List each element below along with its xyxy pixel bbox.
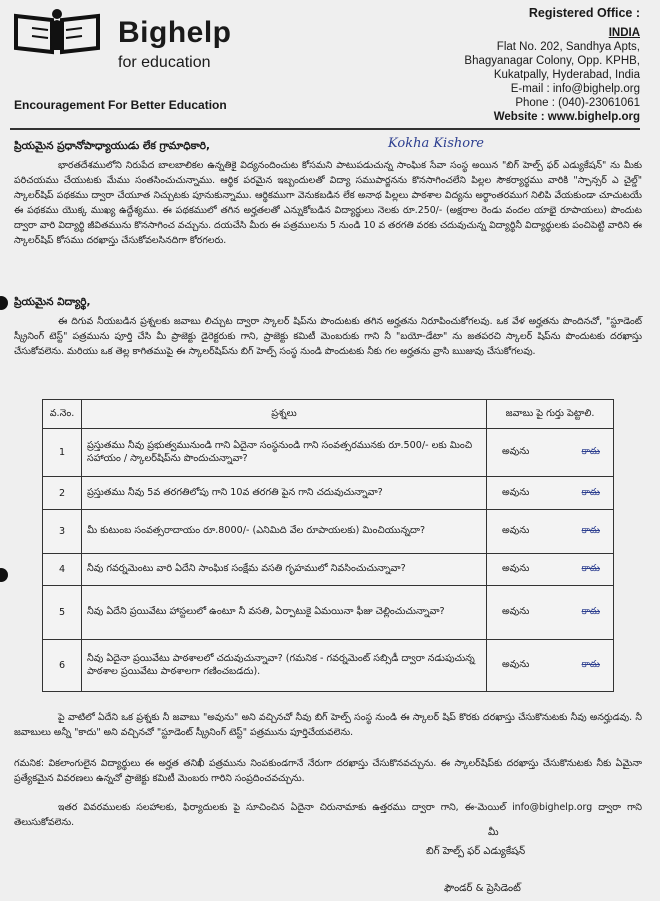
table-row: [43, 477, 614, 510]
no-option[interactable]: కాదు: [581, 446, 600, 457]
row-question: నీవు ఏదైనా ప్రయివేటు పాఠశాలలో చదువుచున్నావా? (గమనిక - గవర్నమెంట్ సబ్సిడీ ద్వారా నడుపుచున్న పాఠశాల ప్రయివేటు పాఠశాలగా గణించబడదు).: [82, 640, 487, 692]
answer-cell: [487, 554, 614, 586]
row-number: 3: [43, 510, 82, 554]
office-email: E-mail : info@bighelp.org: [510, 83, 640, 95]
row-question: ప్రస్తుతము నీవు 5వ తరగతిలోపు గాని 10వ తరగతి పైన గాని చదువుచున్నావా?: [82, 477, 487, 510]
answer-cell: [487, 640, 614, 692]
col-header-question: ప్రశ్నలు: [82, 400, 487, 429]
hole-punch-mark: [0, 296, 8, 310]
row-question: ప్రస్తుతము నీవు ప్రభుత్వమునుండి గాని ఏదైనా సంస్థనుండి గాని సంవత్సరమునకు రూ.500/- లకు మించి సహాయం / స్కాలర్‌షిప్‌ను పొందుచున్నావా?: [82, 429, 487, 477]
row-question: నీవు ఏదేని ప్రయివేటు హాస్టలులో ఉంటూ నీ వసతి, ఏర్పాటుకై ఏమయినా ఫీజు చెల్లించుచున్నావా?: [82, 586, 487, 640]
row-question: మీ కుటుంబ సంవత్సరాదాయం రూ.8000/- (ఎనిమిది వేల రూపాయలకు) మించియున్నదా?: [82, 510, 487, 554]
table-row: [43, 510, 614, 554]
closing-org-name: బిగ్ హెల్ప్ ఫర్ ఎడ్యుకేషన్: [426, 846, 526, 857]
answer-cell: [487, 477, 614, 510]
yes-option[interactable]: అవును: [502, 446, 530, 457]
office-title: Registered Office :: [528, 6, 640, 20]
eligibility-result-paragraph: [14, 710, 642, 740]
greeting-headmaster: ప్రియమైన ప్రధానోపాధ్యాయుడు లేక గ్రామాధికారి,: [14, 140, 211, 152]
address-line: Flat No. 202, Sandhya Apts,: [496, 41, 640, 53]
student-paragraph: [14, 314, 642, 359]
greeting-student: ప్రియమైన విద్యార్థి,: [14, 296, 91, 308]
student-text: ఈ దిగువ నీయబడిన ప్రశ్నలకు జవాబు లిచ్చుట ద్వారా స్కాలర్ షిప్‌ను పొందుటకు తగిన అర్హతను నిరూపించుకోగలవు. ఒక వేళ అర్హతను పొందినచో, "స్టూడెంట్ స్క్రీనింగ్ టెస్ట్" పత్రమును పూర్తి చేసి మీ ప్రాజెక్టు డైరెక్టరుకు గాని, ప్రాజెక్టు కమిటీ మెంబరుకు గాని నీ "బయో-డేటా" ను జతపరచి స్కాలర్ షిప్‌ను పొందుటకు దరఖాస్తు చేసుకోవలెను. మరియు ఒక తెల్ల కాగితముపై ఈ స్కాలర్‌షిప్‌ను బిగ్ హెల్ప్ సంస్థ నుండి పొందుటకు నీకు గల అర్హతను వ్రాసి ఋజువు చేసుకోగలవు.: [14, 316, 642, 357]
office-country: INDIA: [608, 27, 640, 39]
tagline: Encouragement For Better Education: [14, 98, 227, 112]
contact-paragraph: [14, 800, 642, 830]
table-row: [43, 586, 614, 640]
yes-option[interactable]: అవును: [502, 659, 530, 670]
office-website: Website : www.bighelp.org: [493, 111, 640, 123]
yes-option[interactable]: అవును: [502, 563, 530, 574]
row-number: 2: [43, 477, 82, 510]
address-line: Bhagyanagar Colony, Opp. KPHB,: [464, 55, 640, 67]
yes-option[interactable]: అవును: [502, 606, 530, 617]
book-person-logo-icon: [12, 6, 102, 56]
col-header-number: వ.నెం.: [43, 400, 82, 429]
brand-subtitle: for education: [118, 54, 211, 71]
row-question: నీవు గవర్నమెంటు వారి ఏదేని సాంఘిక సంక్షేమ వసతి గృహములో నివసించుచున్నావా?: [82, 554, 487, 586]
no-option[interactable]: కాదు: [581, 486, 600, 498]
hole-punch-mark: [0, 568, 8, 582]
closing-yours: మీ: [488, 827, 499, 838]
closing-signatory-title: ఫౌండర్ & ప్రెసిడెంట్: [444, 883, 521, 894]
office-phone: Phone : (040)-23061061: [515, 97, 640, 109]
eligibility-table: [42, 399, 614, 692]
no-option[interactable]: కాదు: [581, 563, 600, 574]
yes-option[interactable]: అవును: [502, 525, 530, 536]
answer-cell: [487, 586, 614, 640]
no-option[interactable]: కాదు: [581, 606, 600, 617]
table-header-row: [43, 400, 614, 429]
table-row: [43, 429, 614, 477]
row-number: 6: [43, 640, 82, 692]
intro-text: భారతదేశములోని నిరుపేద బాలబాలికల ఉన్నతికై విద్యనందించుట కోసమని పాటుపడుచున్న సాంఘిక సేవా సంస్థ అయిన "బిగ్ హెల్ప్ ఫర్ ఎడ్యుకేషన్" ను మీకు పరిచయము చేయుటకు మేము సంతసించుచున్నాము. ఆర్థిక పరమైన ఇబ్బందులతో విద్యా సముపార్జనను కొనసాగించలేని పిల్లల సౌకర్యార్థము వారికి "స్పాన్సర్ ఎ చైల్డ్" స్కాలర్‌షిప్ పథకము ద్వారా చేయూత నిచ్చుటకు పూనుకున్నాము. ఆర్థికముగా వెనుకబడిన లేక అనాథ పిల్లలు పాఠశాల విద్యను అర్థాంతరముగ నిలిపి వేయకుండా చూచుటయే ఈ పథకము యొక్క ముఖ్య ఉద్దేశ్యము. ఈ పథకములో తగిన అర్హతలతో ఎన్నుకోబడిన విద్యార్థులు నెలకు రూ.250/- (అక్షరాల రెండు వందల యాభై రూపాయలు) పొందుట ద్వారా వారి విద్యార్థి జీవితమును కొనసాగించ వచ్చును. దయచేసి మీరు ఈ పత్రములను 5 నుండి 10 వ తరగతి వరకు చదువుచున్న విద్యార్థినీ విద్యార్థులకు పంచిపెట్టి వారిని ఈ స్కాలర్‌షిప్ కోసము దరఖాస్తు చేసుకోవలసినదిగా కోరగలరు.: [14, 160, 642, 246]
row-number: 4: [43, 554, 82, 586]
no-option[interactable]: కాదు: [581, 525, 600, 536]
answer-cell: [487, 429, 614, 477]
intro-paragraph: [14, 158, 642, 248]
row-number: 5: [43, 586, 82, 640]
col-header-answer: జవాబు పై గుర్తు పెట్టాలి.: [487, 400, 614, 429]
row-number: 1: [43, 429, 82, 477]
result-text: పై వాటిలో ఏదేని ఒక ప్రశ్నకు నీ జవాబు "అవును" అని వచ్చినచో నీవు బిగ్ హెల్ప్ సంస్థ నుండి ఈ స్కాలర్ షిప్ కొరకు దరఖాస్తు చేసుకొనుటకు నీవు అనర్హుడవు. నీ జవాబులు అన్నీ "కాదు" అని వచ్చినచో "స్టూడెంట్ స్క్రీనింగ్ టెస్ట్" పత్రమును పూర్తిచేయవలెను.: [14, 712, 642, 738]
header-divider: [10, 128, 640, 130]
answer-cell: [487, 510, 614, 554]
note-paragraph: గమనిక: వికలాంగులైన విద్యార్థులు ఈ అర్హత తనిఖీ పత్రమును నింపకుండగానే నేరుగా దరఖాస్తు చేసుకొనవచ్చును. ఈ స్కాలర్‌షిప్‌కు దరఖాస్తు చేసుకొనుటకు నీకు ఏమైనా ప్రత్యేకమైన వివరణలు ఉన్నచో ప్రాజెక్టు కమిటీ మెంబరు గారిని సంప్రదించవచ్చును.: [14, 758, 642, 784]
brand-name: Bighelp: [118, 16, 232, 49]
contact-text: ఇతర వివరములకు సలహాలకు, ఫిర్యాదులకు పై సూచించిన ఏదైనా చిరునామాకు ఉత్తరము ద్వారా గాని, ఈ-మెయిల్ info@bighelp.org ద్వారా గాని తెలుసుకోవలెను.: [14, 802, 642, 828]
table-row: [43, 640, 614, 692]
address-line: Kukatpally, Hyderabad, India: [493, 69, 640, 81]
yes-option[interactable]: అవును: [502, 486, 530, 498]
handwritten-name: Kokha Kishore: [388, 136, 484, 151]
table-row: [43, 554, 614, 586]
no-option[interactable]: కాదు: [581, 659, 600, 670]
registered-office: [464, 6, 640, 124]
